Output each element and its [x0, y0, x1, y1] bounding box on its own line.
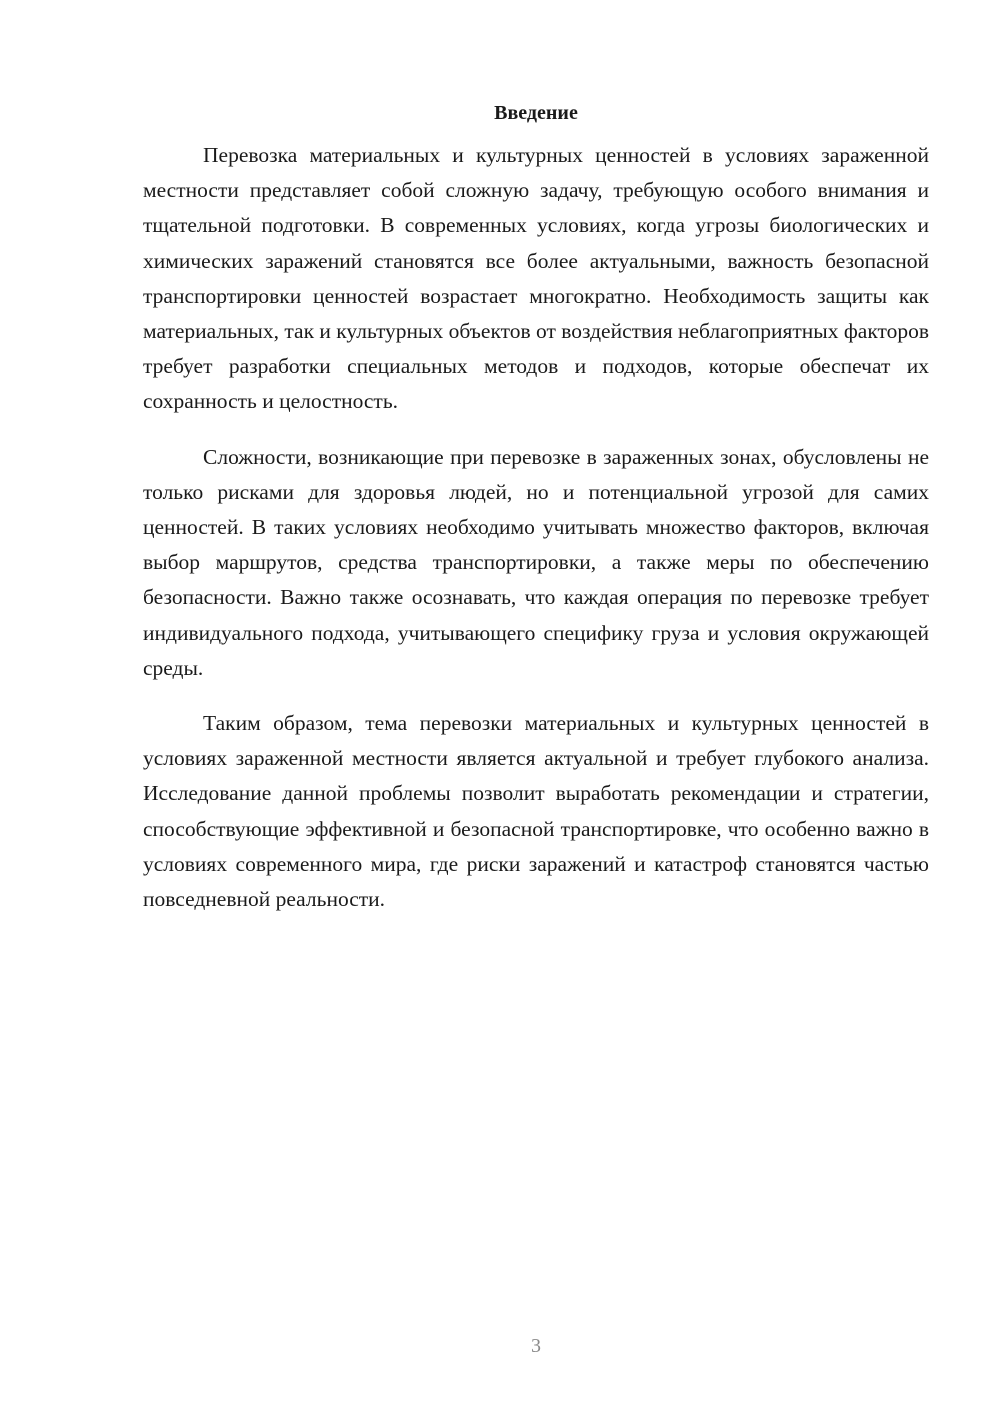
document-body [143, 98, 929, 937]
paragraph-2: Сложности, возникающие при перевозке в зараженных зонах, обусловлены не только рисками для здоровья людей, но и потенциальной угрозой для самих ценностей. В таких условиях необходимо учитывать множество факторов, включая выбор маршрутов, средства транспортировки, а также меры по обеспечению безопасности. Важно также осознавать, что каждая операция по перевозке требует индивидуального подхода, учитывающего специфику груза и условия окружающей среды. [143, 444, 929, 680]
paragraph-3: Таким образом, тема перевозки материальных и культурных ценностей в условиях зараженной местности является актуальной и требует глубокого анализа. Исследование данной проблемы позволит выработать рекомендации и стратегии, способствующие эффективной и безопасной транспортировке, что особенно важно в условиях современного мира, где риски заражений и катастроф становятся частью повседневной реальности. [143, 711, 929, 912]
paragraph-1: Перевозка материальных и культурных ценностей в условиях зараженной местности представляет собой сложную задачу, требующую особого внимания и тщательной подготовки. В современных условиях, когда угрозы биологических и химических заражений становятся все более актуальными, важность безопасной транспортировки ценностей возрастает многократно. Необходимость защиты как материальных, так и культурных объектов от воздействия неблагоприятных факторов требует разработки специальных методов и подходов, которые обеспечат их сохранность и целостность. [143, 143, 929, 414]
page-number: 3 [531, 1335, 541, 1357]
section-title: Введение [494, 102, 578, 124]
